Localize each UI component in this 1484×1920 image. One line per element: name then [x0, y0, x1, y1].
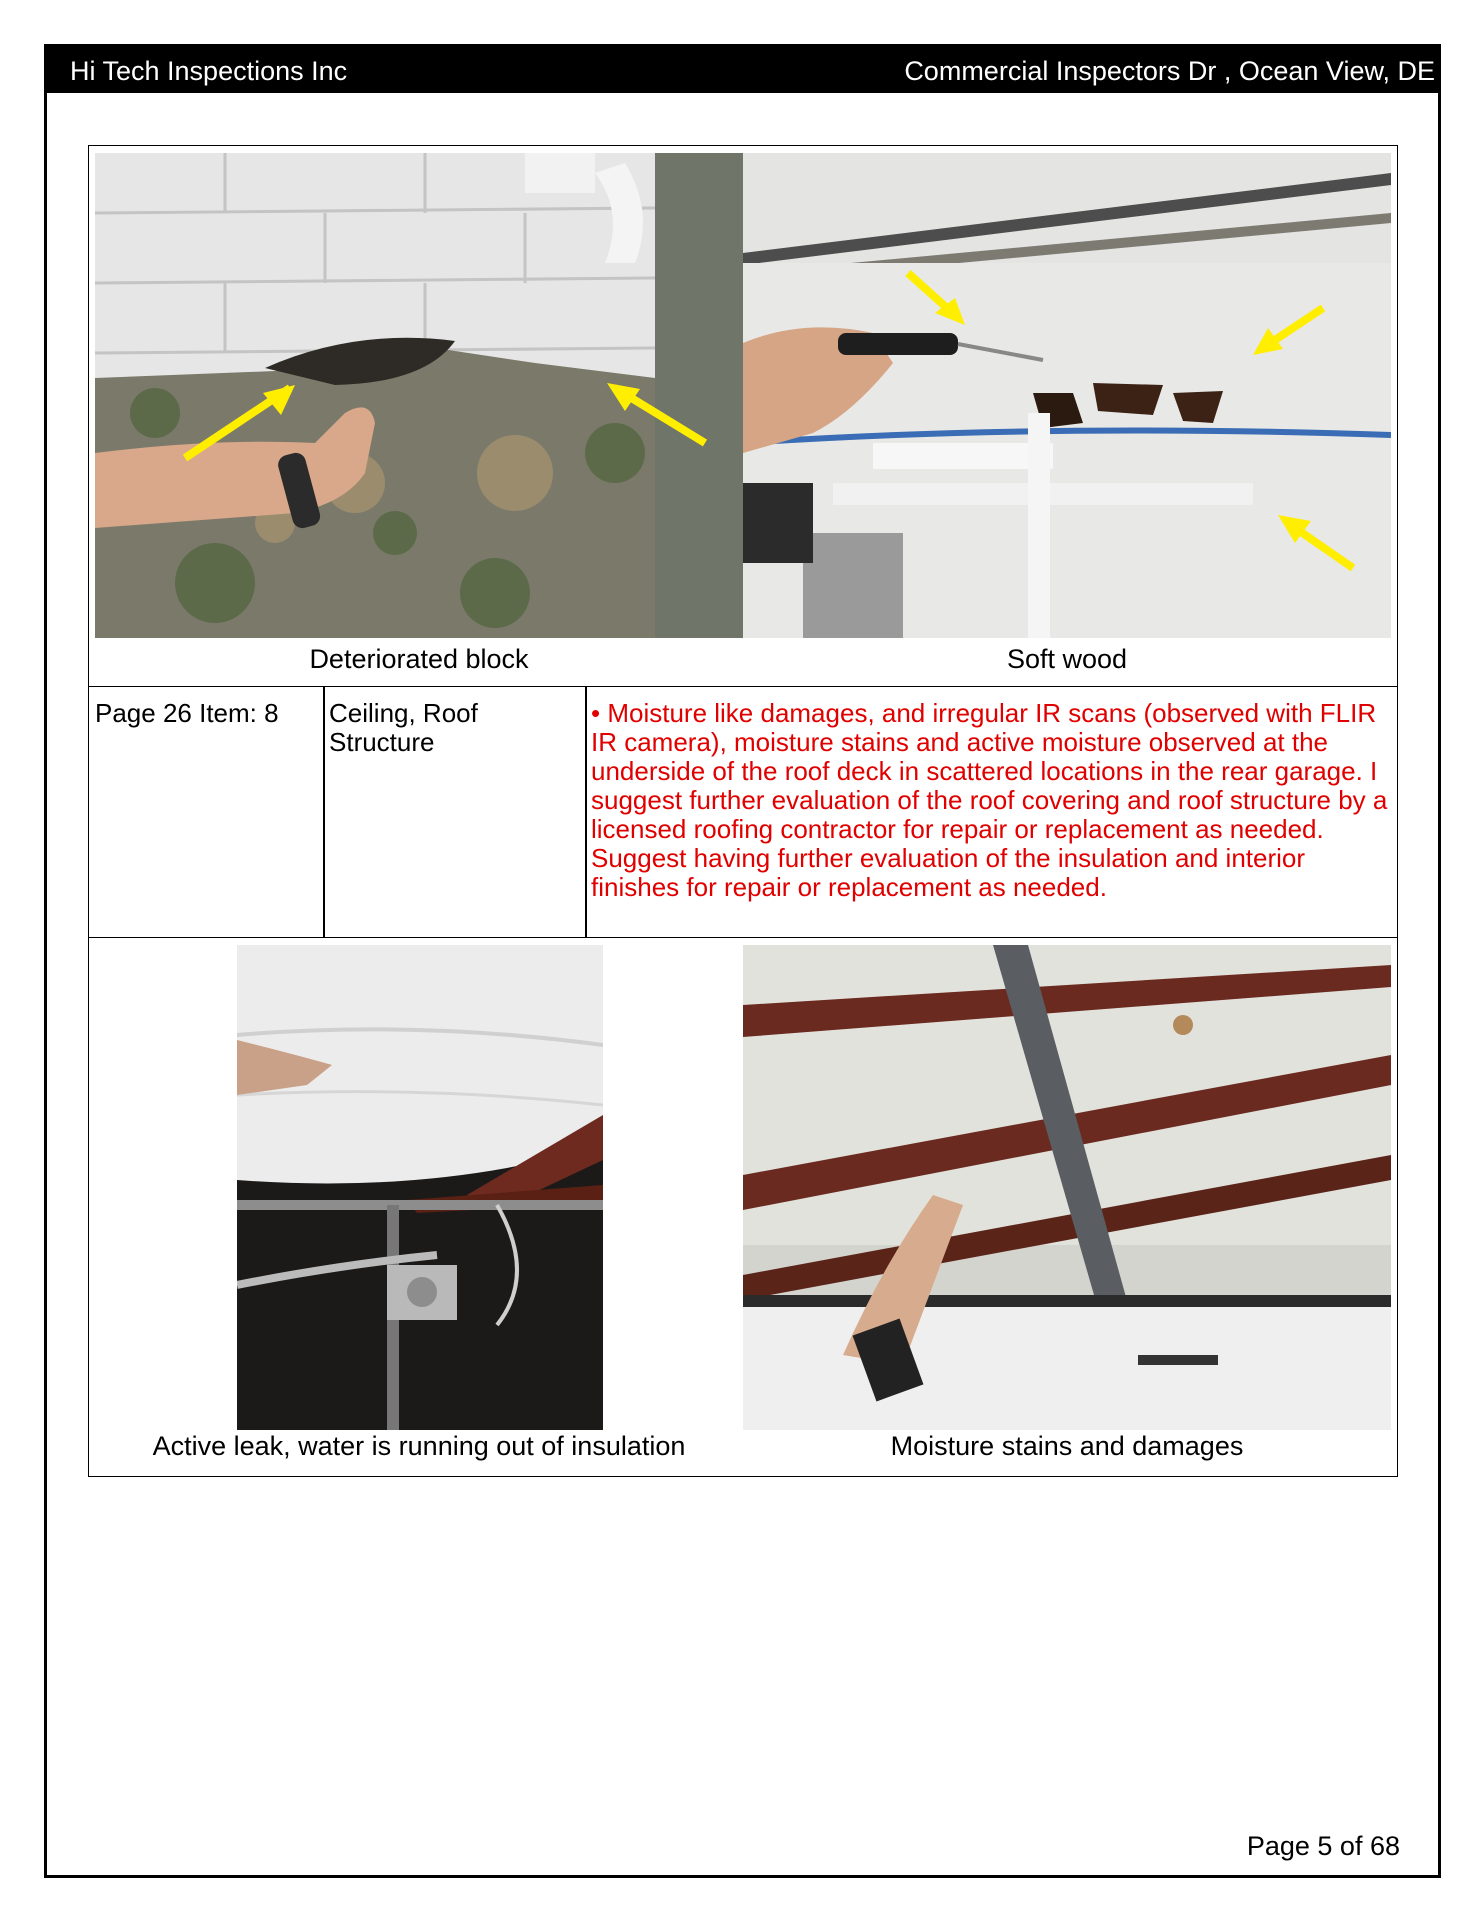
company-name: Hi Tech Inspections Inc [70, 56, 348, 86]
caption-soft-wood: Soft wood [1006, 644, 1128, 674]
caption-active-leak: Active leak, water is running out of insulation [152, 1431, 686, 1461]
item-category: Ceiling, Roof Structure [329, 698, 478, 757]
item-row [88, 686, 1398, 938]
item-reference: Page 26 Item: 8 [95, 698, 279, 728]
photo-block-top [88, 145, 1398, 687]
item-comment: • Moisture like damages, and irregular IR scans (observed with FLIR IR camera), moisture stains and active moisture observed at the underside of the roof deck in scattered locations in the rear garage. I suggest further evaluation of the roof covering and roof structure by a licensed roofing contractor for repair or replacement as needed. Suggest having further evaluation of the insulation and interior finishes for repair or replacement as needed. [591, 698, 1388, 902]
photo-soft-wood [743, 153, 1391, 638]
cell-divider [585, 687, 587, 937]
property-address: Commercial Inspectors Dr , Ocean View, DE [904, 56, 1435, 86]
page-header [44, 44, 1441, 93]
cell-divider [323, 687, 325, 937]
page-number: Page 5 of 68 [1246, 1831, 1400, 1861]
photo-block-bottom [88, 937, 1398, 1477]
photo-moisture-stains [743, 945, 1391, 1430]
photo-deteriorated-block [95, 153, 743, 638]
photo-active-leak [237, 945, 603, 1430]
caption-deteriorated-block: Deteriorated block [309, 644, 529, 674]
caption-moisture-stains: Moisture stains and damages [890, 1431, 1244, 1461]
